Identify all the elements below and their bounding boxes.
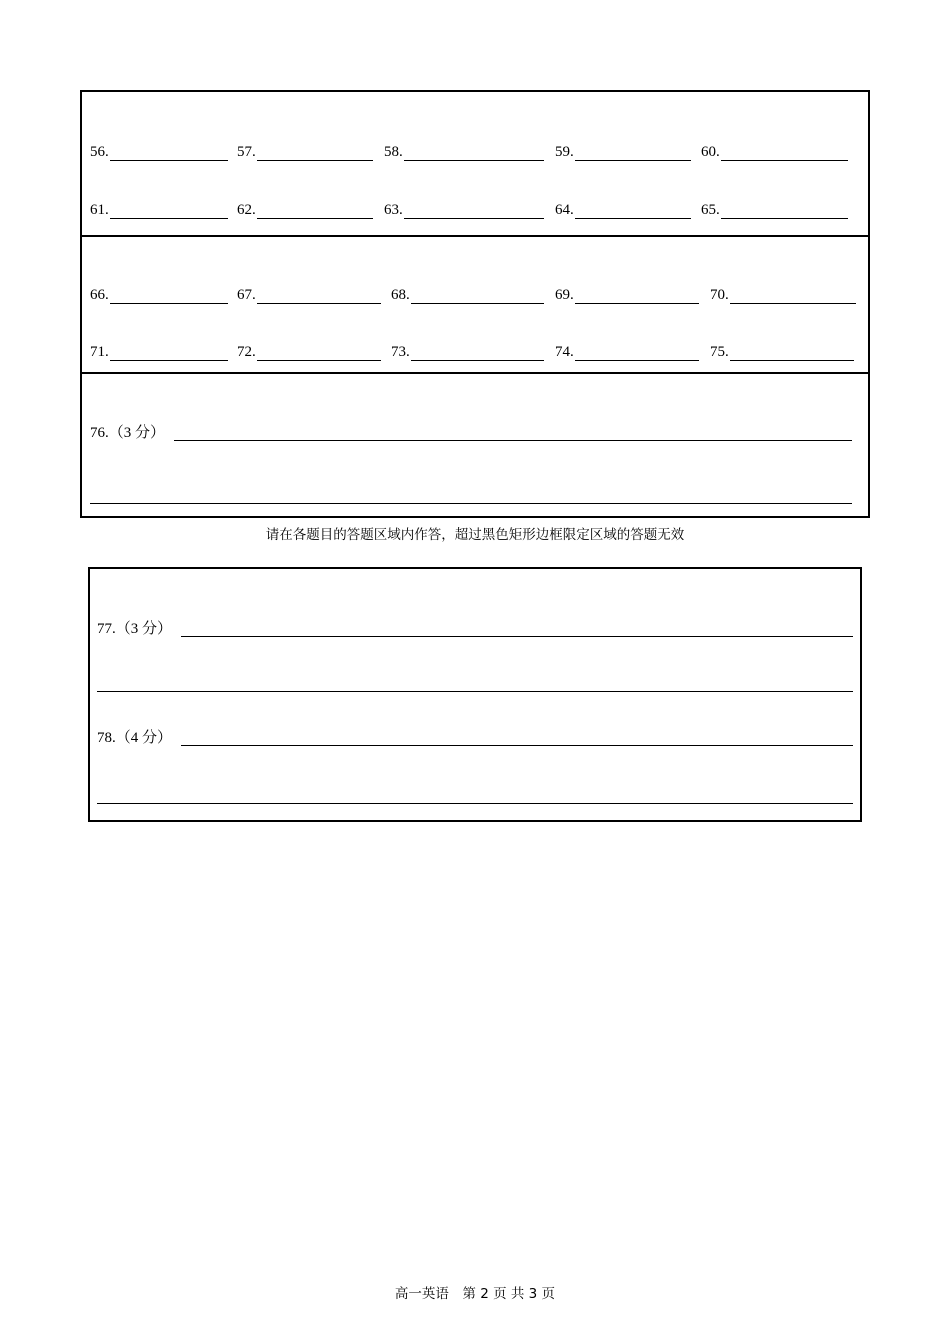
question-77-label: 77.（3 分） bbox=[97, 621, 173, 637]
answer-line-76-2[interactable] bbox=[90, 503, 852, 504]
answer-blank-75[interactable] bbox=[710, 343, 854, 361]
answer-blank-64[interactable] bbox=[555, 201, 691, 219]
question-76-label: 76.（3 分） bbox=[90, 425, 166, 441]
question-number: 65. bbox=[701, 202, 720, 218]
answer-blank-58[interactable] bbox=[384, 143, 544, 161]
answer-blank-65[interactable] bbox=[701, 201, 848, 219]
answer-blank-74[interactable] bbox=[555, 343, 699, 361]
answer-blank-57[interactable] bbox=[237, 143, 373, 161]
question-number: 71. bbox=[90, 344, 109, 360]
question-number: 60. bbox=[701, 144, 720, 160]
answer-blank-72[interactable] bbox=[237, 343, 381, 361]
answer-line-78-2[interactable] bbox=[97, 803, 853, 804]
question-number: 61. bbox=[90, 202, 109, 218]
answer-line-77-2[interactable] bbox=[97, 691, 853, 692]
answer-line-78-1[interactable] bbox=[181, 745, 853, 746]
question-number: 75. bbox=[710, 344, 729, 360]
answer-blank-61[interactable] bbox=[90, 201, 228, 219]
question-number: 56. bbox=[90, 144, 109, 160]
page-footer: 高一英语 第 2 页 共 3 页 bbox=[394, 1286, 556, 1302]
answer-blank-67[interactable] bbox=[237, 286, 381, 304]
answer-blank-69[interactable] bbox=[555, 286, 699, 304]
question-number: 74. bbox=[555, 344, 574, 360]
question-number: 66. bbox=[90, 287, 109, 303]
answer-line-76-1[interactable] bbox=[174, 440, 852, 441]
question-number: 67. bbox=[237, 287, 256, 303]
section-divider bbox=[82, 235, 868, 237]
question-78-label: 78.（4 分） bbox=[97, 730, 173, 746]
answer-blank-66[interactable] bbox=[90, 286, 228, 304]
question-number: 58. bbox=[384, 144, 403, 160]
question-number: 70. bbox=[710, 287, 729, 303]
question-number: 59. bbox=[555, 144, 574, 160]
answer-blank-73[interactable] bbox=[391, 343, 544, 361]
answer-blank-71[interactable] bbox=[90, 343, 228, 361]
answer-blank-70[interactable] bbox=[710, 286, 856, 304]
answer-blank-62[interactable] bbox=[237, 201, 373, 219]
answer-blank-56[interactable] bbox=[90, 143, 228, 161]
question-number: 73. bbox=[391, 344, 410, 360]
question-number: 69. bbox=[555, 287, 574, 303]
answer-line-77-1[interactable] bbox=[181, 636, 853, 637]
answer-blank-60[interactable] bbox=[701, 143, 848, 161]
answer-blank-59[interactable] bbox=[555, 143, 691, 161]
answer-area-notice: 请在各题目的答题区域内作答，超过黑色矩形边框限定区域的答题无效 bbox=[265, 527, 685, 543]
answer-blank-68[interactable] bbox=[391, 286, 544, 304]
answer-blank-63[interactable] bbox=[384, 201, 544, 219]
question-number: 62. bbox=[237, 202, 256, 218]
question-number: 63. bbox=[384, 202, 403, 218]
question-number: 64. bbox=[555, 202, 574, 218]
answer-box-77-78 bbox=[88, 567, 862, 822]
question-number: 57. bbox=[237, 144, 256, 160]
question-number: 72. bbox=[237, 344, 256, 360]
question-number: 68. bbox=[391, 287, 410, 303]
section-divider bbox=[82, 372, 868, 374]
